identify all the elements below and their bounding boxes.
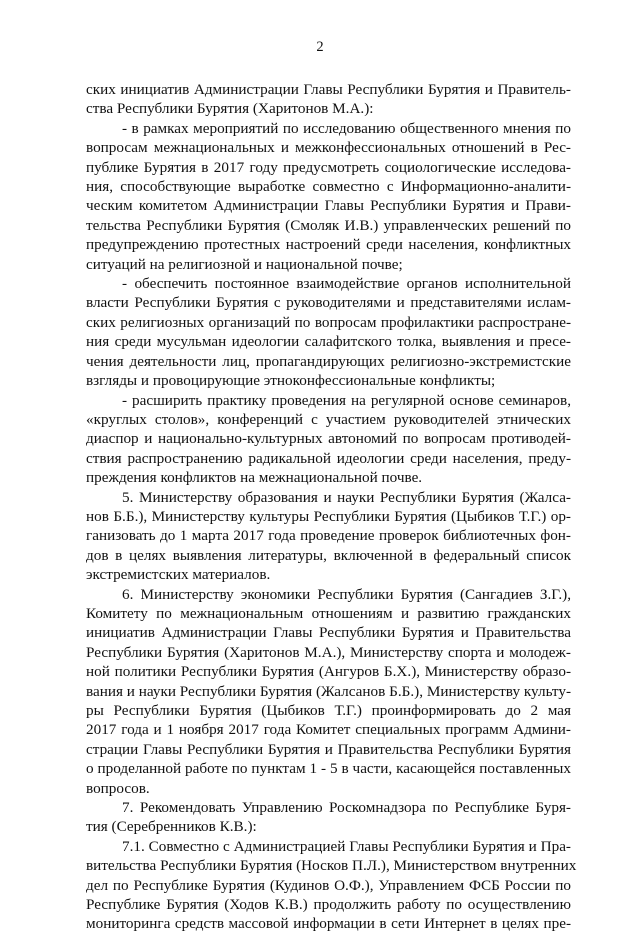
text-line: нов Б.Б.), Министерству культуры Республики Бурятия (Цыбиков Т.Г.) ор- [86, 507, 571, 525]
document-body [86, 80, 577, 934]
text-line: 5. Министерству образования и науки Республики Бурятия (Жалса- [122, 488, 571, 506]
text-line: - обеспечить постоянное взаимодействие органов исполнительной [122, 275, 571, 293]
text-line: ной политики Республики Бурятия (Ангуров Б.Х.), Министерству образо- [86, 663, 571, 681]
text-line: ских религиозных организаций по вопросам профилактики распростране- [86, 313, 571, 331]
text-line: публике Бурятия в 2017 году предусмотреть социологические исследова- [86, 158, 571, 176]
text-line: ганизовать до 1 марта 2017 года проведение проверок библиотечных фон- [86, 527, 571, 545]
text-line: Комитету по межнациональным отношениям и развитию гражданских [86, 604, 571, 622]
text-line: предупреждению протестных настроений среди населения, конфликтных [86, 236, 571, 254]
text-line: диаспор и национально-культурных автономий по вопросам противодей- [86, 430, 571, 448]
text-line: чения деятельности лиц, пропагандирующих религиозно-экстремистские [86, 352, 571, 370]
text-line: ния среди мусульман идеологии салафитского толка, выявления и пресе- [86, 333, 571, 351]
text-line: преждения конфликтов на межнациональной почве. [86, 469, 423, 487]
text-line: ситуаций на религиозной и национальной почве; [86, 255, 403, 273]
text-line: Республике Бурятия (Ходов К.В.) продолжить работу по осуществлению [86, 896, 571, 914]
text-line: вительства Республики Бурятия (Носков П.Л.), Министерством внутренних [86, 857, 577, 875]
text-line: ры Республики Бурятия (Цыбиков Т.Г.) проинформировать до 2 мая [86, 702, 571, 719]
text-line: инициатив Администрации Главы Республики Бурятия и Правительства [86, 624, 571, 642]
text-line: экстремистских материалов. [86, 566, 271, 584]
text-line: ских инициатив Администрации Главы Республики Бурятия и Правитель- [86, 81, 571, 98]
text-line: 2017 года и 1 ноября 2017 года Комитет специальных программ Админи- [86, 721, 571, 739]
text-line: вания и науки Республики Бурятия (Жалсанов Б.Б.), Министерству культу- [86, 682, 571, 700]
text-line: - расширить практику проведения на регулярной основе семинаров, [122, 391, 571, 409]
text-line: вопросов. [86, 779, 150, 797]
text-line: ствия распространению радикальной идеологии среди населения, преду- [86, 449, 571, 467]
text-line: тельства Республики Бурятия (Смоляк И.В.) управленческих решений по [86, 216, 571, 234]
text-line: 7. Рекомендовать Управлению Роскомнадзора по Республике Буря- [122, 799, 571, 817]
text-line: тия (Серебренников К.В.): [86, 818, 257, 836]
text-line: взгляды и провоцирующие этноконфессиональные конфликты; [86, 372, 496, 390]
text-line: ния, способствующие выработке совместно с Информационно-аналити- [86, 178, 571, 196]
text-line: дел по Республике Бурятия (Кудинов О.Ф.), Управлением ФСБ России по [86, 876, 571, 894]
text-line: 7.1. Совместно с Администрацией Главы Республики Бурятия и Пра- [122, 837, 571, 855]
page-number: 2 [316, 39, 324, 55]
text-line: Республики Бурятия (Харитонов М.А.), Министерству спорта и молодеж- [86, 643, 571, 661]
text-line: вопросам межнациональных и межконфессиональных отношений в Рес- [86, 139, 571, 157]
text-line: дов в целях выявления литературы, включенной в федеральный список [86, 546, 571, 564]
text-line: власти Республики Бурятия с руководителями и представителями ислам- [86, 294, 571, 312]
text-line: 6. Министерству экономики Республики Бурятия (Сангадиев З.Г.), [122, 585, 571, 603]
text-line: о проделанной работе по пунктам 1 - 5 в части, касающейся поставленных [86, 760, 571, 778]
text-line: ческим комитетом Администрации Главы Республики Бурятия и Прави- [86, 197, 571, 215]
text-line: - в рамках мероприятий по исследованию общественного мнения по [122, 119, 571, 137]
text-line: ства Республики Бурятия (Харитонов М.А.): [86, 100, 374, 118]
text-line: мониторинга средств массовой информации в сети Интернет в целях пре- [86, 915, 571, 933]
text-line: «круглых столов», конференций с участием руководителей этнических [86, 410, 571, 428]
text-line: страции Главы Республики Бурятия и Правительства Республики Бурятия [86, 740, 571, 758]
